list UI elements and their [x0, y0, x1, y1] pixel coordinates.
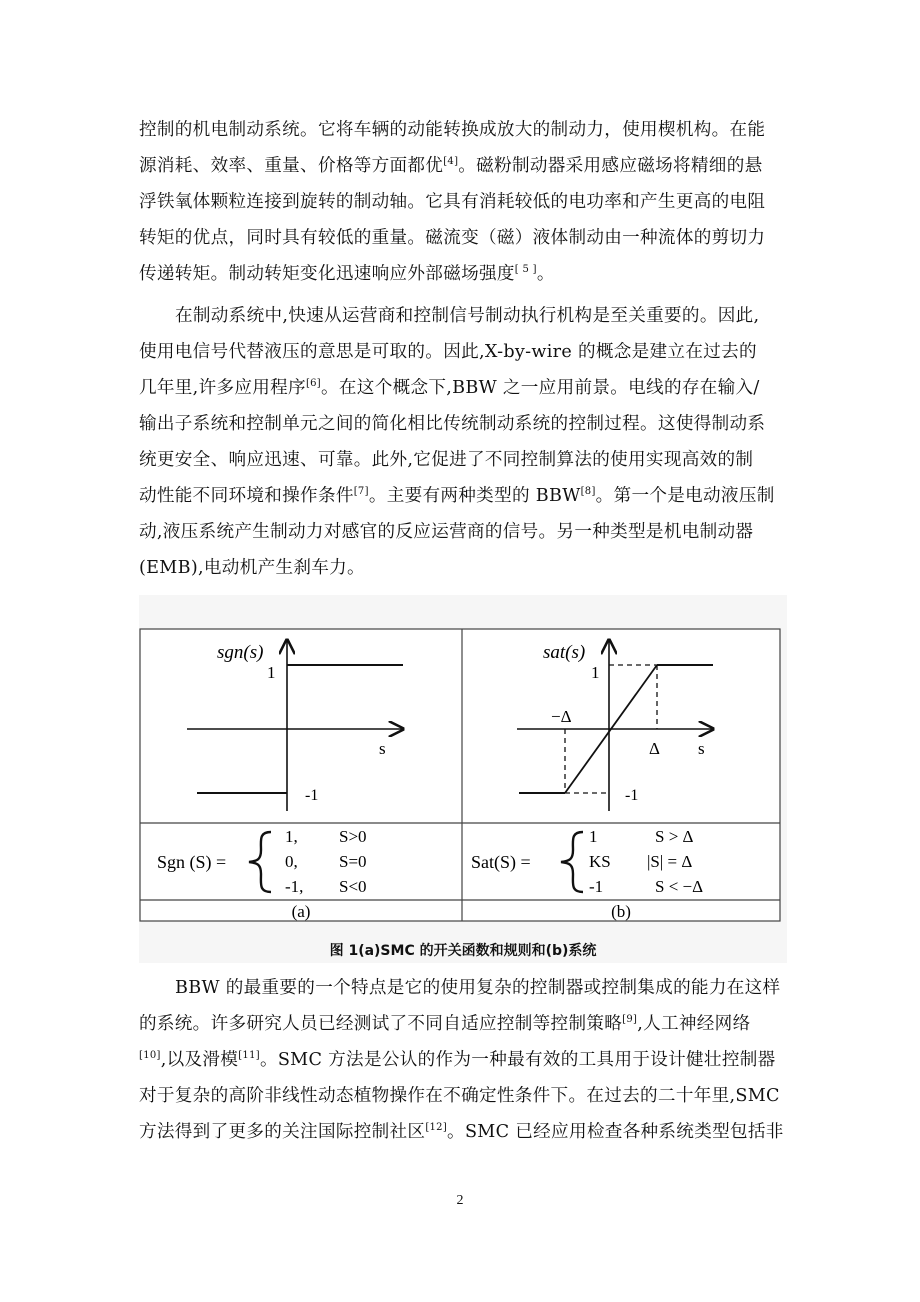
case-value: -1, — [285, 877, 304, 896]
text-line: 几年里,许多应用程序[6]。在这个概念下,BBW 之一应用前景。电线的存在输入/ — [139, 378, 760, 398]
case-condition: S=0 — [339, 852, 367, 871]
case-value: KS — [589, 852, 611, 871]
citation-ref: [12] — [425, 1122, 448, 1133]
text-line: BBW 的最重要的一个特点是它的使用复杂的控制器或控制集成的能力在这样 — [175, 978, 781, 998]
y-axis-label: sgn(s) — [217, 642, 264, 663]
text-line: 动性能不同环境和操作条件[7]。主要有两种类型的 BBW[8]。第一个是电动液压制 — [139, 486, 775, 506]
figure-1-diagram — [139, 628, 783, 924]
tick-label: 1 — [267, 663, 276, 682]
text-line: 输出子系统和控制单元之间的简化相比传统制动系统的控制过程。这使得制动系 — [139, 414, 766, 434]
case-condition: |S| = Δ — [647, 852, 693, 871]
text-line: 在制动系统中,快速从运营商和控制信号制动执行机构是至关重要的。因此, — [175, 306, 760, 326]
case-value: 1, — [285, 827, 298, 846]
paragraph-3 — [139, 970, 787, 1150]
text-line: 使用电信号代替液压的意思是可取的。因此,X-by-wire 的概念是建立在过去的 — [139, 342, 757, 362]
text-line: [10],以及滑模[11]。SMC 方法是公认的作为一种最有效的工具用于设计健壮控制器 — [139, 1050, 776, 1070]
figure-caption: 图 1(a)SMC 的开关函数和规则和(b)系统 — [329, 943, 597, 959]
panel-b-label: (b) — [611, 902, 631, 921]
panel-a-label: (a) — [291, 902, 311, 921]
x-axis-label: s — [379, 739, 386, 758]
tick-label: -1 — [625, 787, 639, 804]
text-line: 的系统。许多研究人员已经测试了不同自适应控制等控制策略[9],人工神经网络 — [139, 1014, 751, 1034]
text-line: 浮铁氧体颗粒连接到旋转的制动轴。它具有消耗较低的电功率和产生更高的电阻 — [139, 192, 766, 212]
citation-ref: [11] — [238, 1050, 260, 1061]
citation-ref: [9] — [622, 1014, 638, 1025]
text-line: 转矩的优点，同时具有较低的重量。磁流变（磁）液体制动由一种流体的剪切力 — [139, 228, 766, 248]
paragraph-1 — [139, 112, 787, 292]
citation-ref: [4] — [443, 156, 459, 167]
text-line: 对于复杂的高阶非线性动态植物操作在不确定性条件下。在过去的二十年里,SMC — [139, 1086, 780, 1106]
case-condition: S < −Δ — [655, 877, 704, 896]
equation-lhs: Sgn (S) = — [157, 852, 227, 872]
text-line: 方法得到了更多的关注国际控制社区[12]。SMC 已经应用检查各种系统类型包括非 — [139, 1122, 784, 1142]
delta-pos-label: Δ — [649, 739, 660, 758]
equation-lhs: Sat(S) = — [471, 852, 531, 872]
text-line: 控制的机电制动系统。它将车辆的动能转换成放大的制动力，使用楔机构。在能 — [139, 120, 766, 140]
citation-ref: [7] — [353, 486, 369, 497]
delta-neg-label: −Δ — [551, 707, 572, 726]
text-line: 动,液压系统产生制动力对感官的反应运营商的信号。另一种类型是机电制动器 — [139, 522, 754, 542]
page-number: 2 — [456, 1193, 464, 1208]
y-axis-label: sat(s) — [543, 642, 586, 663]
citation-ref: [8] — [580, 486, 596, 497]
case-condition: S > Δ — [655, 827, 694, 846]
case-value: 1 — [589, 827, 598, 846]
text-line: 统更安全、响应迅速、可靠。此外,它促进了不同控制算法的使用实现高效的制 — [139, 450, 754, 470]
tick-label: -1 — [305, 787, 319, 804]
tick-label: 1 — [591, 663, 600, 682]
case-value: 0, — [285, 852, 298, 871]
text-line: (EMB),电动机产生刹车力。 — [139, 558, 365, 578]
citation-ref: [ 5 ] — [514, 264, 537, 275]
paragraph-2 — [139, 298, 787, 586]
citation-ref: [6] — [305, 378, 322, 389]
citation-ref: [10] — [139, 1050, 161, 1061]
text-line: 源消耗、效率、重量、价格等方面都优[4]。磁粉制动器采用感应磁场将精细的悬 — [139, 156, 763, 176]
x-axis-label: s — [698, 739, 705, 758]
case-condition: S<0 — [339, 877, 367, 896]
text-line: 传递转矩。制动转矩变化迅速响应外部磁场强度[ 5 ]。 — [139, 264, 555, 284]
case-condition: S>0 — [339, 827, 367, 846]
case-value: -1 — [589, 877, 604, 896]
